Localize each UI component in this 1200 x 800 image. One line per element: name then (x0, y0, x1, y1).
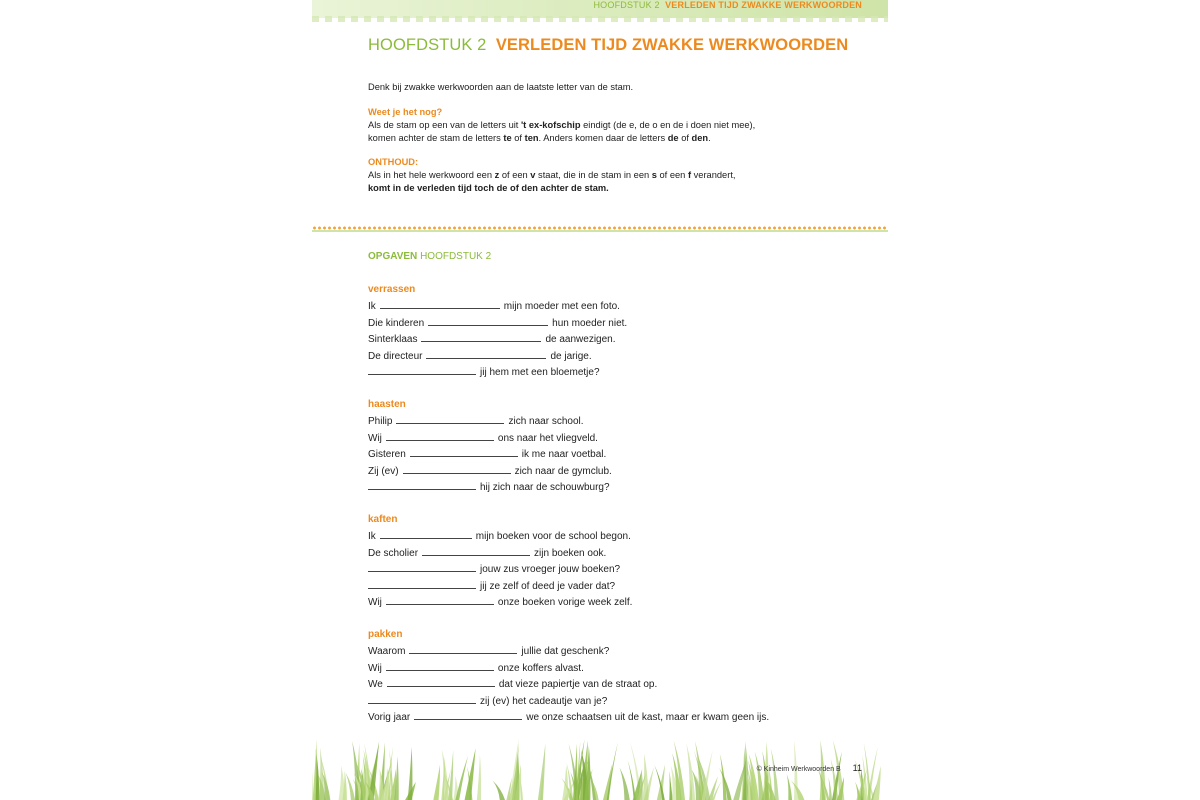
answer-blank[interactable] (422, 546, 530, 556)
exercises-heading-rest: HOOFDSTUK 2 (420, 251, 492, 262)
grass-blade (708, 776, 718, 800)
grass-blade (312, 761, 313, 800)
page-number: 11 (852, 763, 862, 773)
exercise-sentence (368, 431, 598, 445)
sentence-start: Wij (368, 432, 382, 444)
sentence-end: de jarige. (550, 350, 592, 362)
exercise-sentence (368, 316, 627, 330)
answer-blank[interactable] (368, 694, 476, 704)
answer-blank[interactable] (421, 332, 541, 342)
weet-line-2: komen achter de stam de letters te of ten. Anders komen daar de letters de of den. (368, 133, 711, 143)
sentence-end: zijn boeken ook. (534, 547, 607, 559)
answer-blank[interactable] (387, 677, 495, 687)
verb-heading: verrassen (368, 284, 416, 295)
sentence-end: ons naar het vliegveld. (497, 432, 598, 444)
grass-blade (787, 774, 792, 800)
sentence-start: Wij (368, 662, 382, 674)
sentence-end: mijn boeken voor de school begon. (475, 531, 631, 542)
exercise-sentence (368, 677, 657, 691)
chapter-title-main: VERLEDEN TIJD ZWAKKE WERKWOORDEN (495, 36, 849, 54)
intro-text: Denk bij zwakke werkwoorden aan de laatste letter van de stam. (368, 82, 634, 92)
exercise-sentence (368, 710, 769, 724)
sentence-start: Sinterklaas (368, 334, 418, 345)
answer-blank[interactable] (409, 644, 517, 654)
exercise-sentence (368, 447, 606, 461)
exercise-sentence (368, 546, 606, 560)
exercise-sentence (368, 332, 616, 346)
verb-heading: kaften (368, 514, 398, 525)
sentence-start: Zij (ev) (368, 465, 399, 477)
sentence-start: Waarom (368, 646, 406, 657)
answer-blank[interactable] (403, 464, 511, 474)
sentence-end: dat vieze papiertje van de straat op. (498, 679, 658, 690)
sentence-end: jouw zus vroeger jouw boeken? (480, 564, 621, 575)
answer-blank[interactable] (380, 529, 472, 539)
onthoud-heading: ONTHOUD: (368, 157, 419, 167)
chapter-title (368, 36, 848, 55)
answer-blank[interactable] (426, 349, 546, 359)
answer-blank[interactable] (386, 595, 494, 605)
verb-heading: pakken (368, 629, 403, 640)
exercise-sentence (368, 464, 612, 478)
answer-blank[interactable] (386, 661, 494, 671)
sentence-end: de aanwezigen. (545, 334, 616, 345)
footer-series: Werkwoorden B (791, 766, 841, 773)
exercise-sentence (368, 661, 584, 675)
sentence-start: Die kinderen (368, 317, 425, 329)
page-footer (757, 763, 862, 773)
answer-blank[interactable] (410, 447, 518, 457)
verb-heading: haasten (368, 399, 406, 410)
footer-copyright: © Kinheim (756, 766, 790, 773)
exercise-sentence (368, 299, 620, 313)
grass-blade (607, 742, 618, 800)
exercise-sentence (368, 414, 584, 428)
grass-blade (657, 764, 665, 800)
sentence-start: De scholier (368, 547, 419, 559)
exercise-sentence (368, 365, 600, 379)
answer-blank[interactable] (368, 579, 476, 589)
answer-blank[interactable] (396, 414, 504, 424)
sentence-end: jullie dat geschenk? (521, 646, 610, 657)
grass-blade (828, 777, 832, 800)
sentence-start: Wij (368, 597, 382, 608)
sentence-start: Gisteren (368, 449, 406, 460)
answer-blank[interactable] (428, 316, 548, 326)
answer-blank[interactable] (414, 710, 522, 720)
running-head-chapter: HOOFDSTUK 2 (593, 0, 660, 10)
exercise-sentence (368, 529, 631, 543)
exercises-heading (368, 251, 491, 262)
sentence-end: we onze schaatsen uit de kast, maar er kwam geen ijs. (526, 712, 770, 723)
chapter-title-prefix: HOOFDSTUK 2 (368, 36, 487, 54)
sentence-end: onze koffers alvast. (497, 662, 584, 674)
onthoud-line-1: Als in het hele werkwoord een z of een v staat, die in de stam in een s of een f verandert, (368, 170, 736, 180)
sentence-start: Ik (368, 531, 376, 542)
onthoud-line-2: komt in de verleden tijd toch de of den achter de stam. (368, 183, 609, 193)
grass-blade (433, 765, 440, 800)
exercise-sentence (368, 562, 620, 576)
sentence-end: zij (ev) het cadeautje van je? (480, 695, 608, 707)
answer-blank[interactable] (368, 365, 476, 375)
section-divider-line (312, 230, 888, 232)
answer-blank[interactable] (380, 299, 500, 309)
grass-blade (477, 755, 481, 800)
exercises-heading-bold: OPGAVEN (368, 251, 418, 262)
grass-blade (493, 781, 505, 800)
exercise-sentence (368, 644, 609, 658)
answer-blank[interactable] (386, 431, 494, 441)
sentence-end: onze boeken vorige week zelf. (497, 597, 633, 608)
sentence-start: Philip (368, 416, 393, 427)
weet-line-1: Als de stam op een van de letters uit 't ex-kofschip eindigt (de e, de o en de i doen niet mee), (368, 120, 756, 130)
weet-heading: Weet je het nog? (368, 107, 443, 117)
running-head (593, 0, 862, 11)
worksheet-page (312, 0, 888, 800)
sentence-end: jij hem met een bloemetje? (480, 367, 600, 378)
exercise-sentence (368, 579, 615, 593)
sentence-end: hij zich naar de schouwburg? (480, 482, 610, 493)
running-head-title: VERLEDEN TIJD ZWAKKE WERKWOORDEN (665, 0, 862, 10)
exercise-sentence (368, 349, 592, 363)
exercise-sentence (368, 480, 610, 494)
exercise-sentence (368, 595, 632, 609)
sentence-end: jij ze zelf of deed je vader dat? (480, 580, 616, 592)
sentence-start: Vorig jaar (368, 712, 411, 723)
grass-blade (686, 744, 695, 800)
sentence-start: Ik (368, 301, 376, 312)
sentence-end: zich naar de gymclub. (514, 465, 612, 477)
sentence-end: ik me naar voetbal. (521, 449, 607, 460)
exercise-sentence (368, 694, 607, 708)
answer-blank[interactable] (368, 562, 476, 572)
grass-blade (408, 747, 413, 800)
sentence-start: De directeur (368, 350, 423, 362)
sentence-end: mijn moeder met een foto. (503, 301, 620, 312)
sentence-end: hun moeder niet. (552, 317, 628, 329)
grass-blade (619, 767, 629, 800)
sentence-start: We (368, 679, 383, 690)
sentence-end: zich naar school. (508, 416, 584, 427)
grass-blade (669, 771, 672, 800)
answer-blank[interactable] (368, 480, 476, 490)
